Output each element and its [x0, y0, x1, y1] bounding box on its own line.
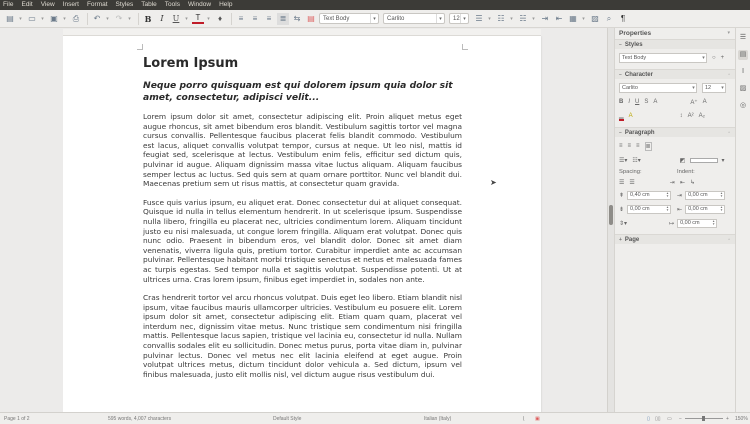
spacing-label: Spacing: — [619, 169, 642, 175]
sidebar-strikethrough-icon[interactable]: S — [644, 99, 649, 105]
paragraph-panel — [615, 137, 735, 234]
menu-table[interactable]: Table — [141, 1, 157, 8]
save-icon[interactable]: ▣ — [50, 14, 58, 23]
styles-panel-title: Styles — [624, 41, 643, 48]
zoom-level[interactable]: 150% — [735, 416, 748, 422]
chevron-down-icon[interactable]: ▾ — [370, 14, 378, 23]
book-view-icon[interactable]: ▭ — [667, 416, 672, 422]
spin-icon[interactable]: ▴ ▾ — [666, 204, 669, 212]
sidebar-title-text: Properties — [619, 30, 652, 37]
paragraph-style-field[interactable] — [619, 53, 707, 63]
document-area — [63, 36, 607, 412]
outline-icon[interactable]: ☵ — [519, 14, 527, 23]
table-dropdown-icon[interactable]: ▾ — [582, 15, 585, 22]
document-content[interactable] — [143, 56, 462, 388]
sidebar-align-center-icon[interactable]: ≡ — [627, 143, 632, 149]
align-center-icon[interactable]: ≡ — [252, 14, 258, 23]
font-size-select[interactable] — [449, 13, 469, 24]
spin-icon[interactable]: ▴ ▾ — [720, 190, 723, 198]
open-folder-icon[interactable]: ▭ — [28, 14, 36, 23]
zoom-out-icon[interactable]: − — [679, 416, 682, 422]
bullet-list-icon[interactable]: ☷ — [497, 14, 505, 23]
sidebar-font-name-field[interactable] — [619, 83, 697, 93]
collapse-icon: − — [619, 41, 622, 48]
sidebar-bold-icon[interactable]: B — [619, 99, 624, 105]
collapse-icon: − — [619, 71, 622, 78]
styles-tab-icon[interactable]: Ⅰ — [741, 68, 745, 75]
undo-dropdown-icon[interactable]: ▾ — [106, 15, 109, 22]
font-color-icon[interactable]: T — [192, 14, 204, 24]
formatting-toolbar — [0, 10, 750, 28]
paragraph-panel-header[interactable] — [615, 127, 735, 137]
italic-button[interactable]: I — [160, 14, 164, 23]
spin-icon[interactable]: ▴ ▾ — [666, 190, 669, 198]
sidebar-shadow-icon[interactable]: A — [653, 99, 658, 105]
sidebar-underline-icon[interactable]: U — [635, 99, 640, 105]
zoom-slider[interactable] — [685, 418, 723, 419]
left-margin-area — [0, 28, 63, 412]
menu-help[interactable]: Help — [219, 1, 233, 8]
properties-sidebar — [614, 28, 735, 412]
save-dropdown-icon[interactable]: ▾ — [63, 15, 66, 22]
hanging-indent-icon[interactable]: ↳ — [689, 180, 695, 186]
menu-bar — [0, 0, 750, 10]
menu-file[interactable]: File — [3, 1, 14, 8]
above-spacing-value: 0,40 cm — [630, 192, 650, 198]
character-panel-header[interactable] — [615, 69, 735, 79]
line-spacing-icon[interactable]: ⇕▾ — [619, 220, 628, 227]
character-panel-title: Character — [624, 71, 653, 78]
before-indent-field[interactable] — [685, 191, 725, 200]
paragraph-panel-title: Paragraph — [624, 129, 655, 136]
underline-button[interactable]: U — [172, 14, 180, 23]
word-count[interactable]: 595 words, 4,007 characters — [108, 416, 172, 422]
after-indent-value: 0,00 cm — [688, 206, 708, 212]
insert-image-icon[interactable]: ▨ — [591, 14, 599, 23]
document-modified-icon[interactable]: ▣ — [535, 416, 540, 422]
separator — [231, 13, 232, 25]
gallery-tab-icon[interactable]: ▨ — [739, 85, 747, 92]
menu-format[interactable]: Format — [86, 1, 108, 8]
separator — [87, 13, 88, 25]
sidebar-font-size-field[interactable] — [702, 83, 726, 93]
first-line-indent-field[interactable] — [677, 219, 717, 228]
sidebar-deck — [735, 28, 750, 412]
font-name-value: Carlito — [387, 15, 405, 22]
styles-panel — [615, 49, 735, 69]
above-spacing-field[interactable] — [627, 191, 671, 200]
page-panel-title: Page — [624, 236, 640, 243]
menu-styles[interactable]: Styles — [115, 1, 134, 8]
superscript-icon[interactable]: A² — [687, 113, 694, 119]
scrollbar-thumb[interactable] — [609, 205, 613, 225]
above-spacing-icon: ⇞ — [619, 192, 625, 199]
new-style-icon[interactable]: + — [720, 55, 725, 61]
menu-edit[interactable]: Edit — [21, 1, 33, 8]
redo-dropdown-icon[interactable]: ▾ — [128, 15, 131, 22]
separator — [138, 13, 139, 25]
font-color-dropdown-icon[interactable]: ▾ — [207, 15, 210, 22]
bold-button[interactable]: B — [144, 13, 152, 24]
character-panel — [615, 79, 735, 127]
undo-icon[interactable]: ↶ — [93, 14, 101, 23]
chevron-down-icon[interactable]: ▾ — [460, 14, 468, 23]
sidebar-justify-icon[interactable]: ≣ — [645, 143, 651, 150]
sidebar-align-right-icon[interactable]: ≡ — [636, 143, 640, 149]
chevron-down-icon[interactable]: ▾ — [721, 157, 725, 164]
single-page-view-icon[interactable]: ▯ — [647, 416, 650, 422]
sidebar-align-left-icon[interactable]: ≡ — [619, 143, 623, 149]
before-indent-icon: ⇥ — [677, 192, 683, 199]
background-color-swatch[interactable] — [690, 158, 718, 163]
sidebar-numbering-icon[interactable]: ☷▾ — [632, 157, 641, 164]
menu-tools[interactable]: Tools — [164, 1, 180, 8]
subscript-icon[interactable]: A₂ — [698, 113, 705, 119]
increase-indent-icon[interactable]: ⇥ — [541, 14, 549, 23]
sidebar-title — [615, 28, 735, 39]
page-style[interactable]: Default Style — [273, 416, 302, 422]
before-indent-value: 0,00 cm — [688, 192, 708, 198]
print-icon[interactable]: ⎙ — [72, 13, 80, 23]
shrink-font-icon[interactable]: A — [702, 99, 707, 105]
numbered-list-icon[interactable]: ☰ — [475, 14, 483, 23]
formatting-marks-icon[interactable]: ¶ — [620, 14, 626, 23]
font-size-value: 12 — [453, 15, 460, 22]
mouse-pointer-icon: ➤ — [490, 178, 497, 187]
align-left-icon[interactable]: ≡ — [238, 14, 244, 23]
more-options-icon[interactable]: ▫ — [728, 237, 730, 243]
sidebar-settings-icon[interactable]: ☰ — [739, 34, 747, 41]
expand-icon: + — [619, 236, 622, 243]
paragraph-style-value: Text Body — [323, 15, 350, 22]
below-spacing-icon: ⇟ — [619, 206, 625, 213]
insert-table-icon[interactable]: ▦ — [569, 14, 577, 23]
chevron-down-icon[interactable]: ▾ — [702, 55, 705, 61]
multi-page-view-icon[interactable]: ▯▯ — [655, 416, 661, 422]
page-break-icon[interactable]: ▤ — [307, 14, 315, 23]
insert-mode-icon: ⌊ — [523, 416, 525, 422]
after-indent-icon: ⇤ — [677, 206, 683, 213]
paragraph-1: Lorem ipsum dolor sit amet, consectetur adipiscing elit. Proin aliquet metus eget augue rhoncus, sit amet bibendum eros blandit. Vestibulum sagittis tortor vel magna cursus convallis. Pellentesque faucibus placerat felis blandit commodo. Vestibulum est lacus, aliquet convallis volutpat tempor, cursus at neque. Ut leo nisl, mattis id feugiat sed, scelerisque at lectus. Vestibulum enim felis, efficitur sed dictum quis, pulvinar id augue. Aliquam dignissim massa vitae luctus aliquam. Aliquam faucibus semper lectus ac luctus. Sed quis sem at quam ornare porttitor. Nunc vel blandit dui. Maecenas pretium sem ut risus mattis, at consectetur quam gravida. — [143, 112, 462, 189]
font-name-select[interactable] — [383, 13, 445, 24]
new-dropdown-icon[interactable]: ▾ — [19, 15, 22, 22]
bullet-dropdown-icon[interactable]: ▾ — [510, 15, 513, 22]
underline-dropdown-icon[interactable]: ▾ — [185, 15, 188, 22]
sidebar-italic-icon[interactable]: I — [628, 99, 631, 105]
horizontal-ruler[interactable] — [63, 29, 541, 36]
redo-icon[interactable]: ↷ — [115, 14, 123, 23]
properties-tab-icon[interactable]: ▤ — [739, 51, 747, 58]
page-panel-header[interactable] — [615, 234, 735, 244]
document-title: Lorem Ipsum — [143, 56, 239, 71]
list-dropdown-icon[interactable]: ▾ — [488, 15, 491, 22]
zoom-slider-knob[interactable] — [702, 416, 705, 421]
chevron-down-icon[interactable]: ▾ — [436, 14, 444, 23]
document-subtitle: Neque porro quisquam est qui dolorem ipsum quia dolor sit amet, consectetur, adipisci velit... — [143, 80, 453, 103]
chevron-down-icon[interactable]: ▾ — [721, 85, 724, 91]
sidebar-font-name-value: Carlito — [622, 85, 638, 91]
sidebar-list-icon[interactable]: ☰▾ — [619, 157, 628, 164]
collapse-icon: − — [619, 129, 622, 136]
zoom-in-icon[interactable]: + — [726, 416, 729, 422]
increase-spacing-icon[interactable]: ☰ — [619, 180, 625, 186]
decrease-indent-icon[interactable]: ⇤ — [555, 14, 563, 23]
navigator-tab-icon[interactable]: ◎ — [739, 102, 747, 109]
decrease-spacing-icon[interactable]: ☰ — [629, 180, 635, 186]
highlight-icon[interactable]: ♦ — [217, 14, 223, 23]
first-line-indent-value: 0,00 cm — [680, 220, 700, 226]
menu-view[interactable]: View — [40, 1, 55, 8]
paragraph-style-value: Text Body — [622, 55, 647, 61]
text-boundary-corner — [462, 44, 468, 50]
language[interactable]: Italian (Italy) — [424, 416, 452, 422]
page-count[interactable]: Page 1 of 2 — [4, 416, 30, 422]
decrease-indent-sidebar-icon[interactable]: ⇤ — [679, 180, 685, 186]
increase-indent-sidebar-icon[interactable]: ⇥ — [669, 180, 675, 186]
below-spacing-value: 0,00 cm — [630, 206, 650, 212]
background-color-icon[interactable]: ◩ — [679, 157, 686, 164]
chevron-down-icon[interactable]: ▾ — [692, 85, 695, 91]
align-right-icon[interactable]: ≡ — [266, 14, 272, 23]
sidebar-font-size-value: 12 — [705, 85, 712, 91]
sidebar-menu-icon[interactable]: ▾ — [727, 30, 730, 36]
menu-insert[interactable]: Insert — [62, 1, 79, 8]
menu-window[interactable]: Window — [187, 1, 212, 8]
more-options-icon[interactable]: ▫ — [728, 130, 730, 136]
grow-font-icon[interactable]: A⁺ — [690, 99, 698, 106]
vertical-scrollbar[interactable] — [607, 28, 614, 412]
update-style-icon[interactable]: ○ — [712, 55, 716, 61]
new-document-icon[interactable]: ▤ — [6, 14, 14, 23]
justify-icon[interactable]: ≣ — [277, 13, 289, 25]
paragraph-3: Cras hendrerit tortor vel arcu rhoncus volutpat. Duis eget leo libero. Etiam blandit nisl ipsum, vitae faucibus mauris ullamcorper ultricies. Vestibulum eu posuere elit. Lorem ipsum dolor sit amet, consectetur adipiscing elit. Etiam quam quam, placerat vel interdum nec, dignissim vitae metus. Nunc tristique sem condimentum nisi fringilla mattis. Pellentesque lacus sapien, tristique vel lacinia eu, consectetur id nulla. Nullam convallis sodales elit eu sollicitudin. Donec metus purus, porta vitae diam in, pulvinar pulvinar lectus. Donec vel metus nec elit lacinia eleifend at eget augue. Proin volutpat ultrices metus, dictum tincidunt dolor vehicula a. Sed dictum, ipsum vel finibus malesuada, justo elit mollis nisl, vel dictum augue risus vestibulum dui. — [143, 293, 462, 379]
sidebar-font-color-icon[interactable]: ▁ — [619, 112, 624, 119]
after-indent-field[interactable] — [685, 205, 725, 214]
text-boundary-corner — [137, 44, 143, 50]
below-spacing-field[interactable] — [627, 205, 671, 214]
paragraph-style-select[interactable] — [319, 13, 379, 24]
outline-dropdown-icon[interactable]: ▾ — [532, 15, 535, 22]
first-line-indent-icon: ↦ — [669, 220, 675, 227]
spin-icon[interactable]: ▴ ▾ — [720, 204, 723, 212]
find-icon[interactable]: ⌕ — [606, 13, 612, 23]
styles-panel-header[interactable] — [615, 39, 735, 49]
status-bar — [0, 412, 750, 424]
indent-label: Indent: — [677, 169, 695, 175]
sidebar-highlight-icon[interactable]: A — [628, 113, 633, 119]
spin-icon[interactable]: ▴ ▾ — [712, 218, 715, 226]
character-spacing-icon[interactable]: ↕ — [679, 113, 683, 119]
open-dropdown-icon[interactable]: ▾ — [41, 15, 44, 22]
more-options-icon[interactable]: ▫ — [728, 72, 730, 78]
paragraph-2: Fusce quis varius ipsum, eu aliquet erat. Donec consectetur dui at aliquet consequat. Quisque id nulla in tellus elementum hendrerit. In ut scelerisque ipsum. Suspendisse nulla libero, fringilla eu placerat nec, ultricies condimentum lorem. Aliquam tincidunt justo eu nisi malesuada, ut congue lorem fringilla. Aliquam erat volutpat. Donec quis nunc odio. Praesent in bibendum eros, vel blandit dolor. Donec sit amet diam venenatis, viverra ligula quis, pretium tortor. Curabitur imperdiet ante ac accumsan pulvinar. Pellentesque habitant morbi tristique senectus et netus et malesuada fames ac turpis egestas. Sed tempor nulla et sagittis volutpat. Suspendisse potenti. Ut at ultrices urna. Cras lorem ipsum, finibus eget imperdiet in, sodales non ante. — [143, 197, 462, 284]
wrap-icon[interactable]: ⇆ — [293, 14, 301, 23]
document-page[interactable] — [63, 36, 541, 412]
